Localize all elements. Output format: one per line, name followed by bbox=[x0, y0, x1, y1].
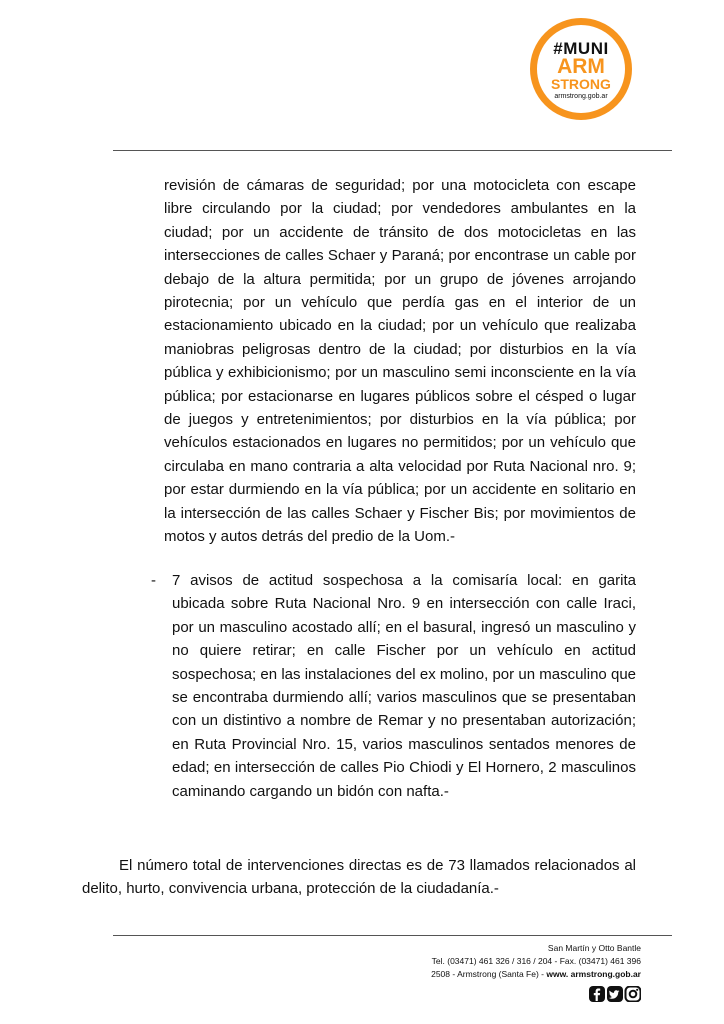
muni-armstrong-logo bbox=[530, 18, 632, 120]
list-bullet: - bbox=[151, 572, 156, 589]
body-paragraph-continuation: revisión de cámaras de seguridad; por una motocicleta con escape libre circulando por la ciudad; por vendedores ambulantes en la ciudad; por un accidente de tránsito de dos motocicletas en las intersecciones de calles Schaer y Paraná; por encontrase un cable por debajo de la altura permitida; por un grupo de jóvenes arrojando pirotecnia; por un vehículo que perdía gas en el interior de un estacionamiento ubicado en la ciudad; por un vehículo que realizaba maniobras peligrosas dentro de la ciudad; por disturbios en la vía pública y exhibicionismo; por un masculino semi inconsciente en la vía pública; por estacionarse en lugares públicos sobre el césped o lugar de juegos y entretenimientos; por disturbios en la vía pública; por vehículos estacionados en lugares no permitidos; por un vehículo que circulaba en mano contraria a alta velocidad por Ruta Nacional nro. 9; por estar durmiendo en la vía pública; por un accidente en solitario en la intersección de las calles Schaer y Fischer Bis; por movimientos de motos y autos detrás del predio de la Uom.- bbox=[164, 177, 636, 546]
footer-city: 2508 - Armstrong (Santa Fe) - bbox=[431, 969, 547, 979]
footer-website-link[interactable]: www. armstrong.gob.ar bbox=[546, 969, 641, 979]
footer-address: San Martín y Otto Bantle bbox=[547, 943, 641, 953]
footer-city-line bbox=[431, 968, 641, 981]
footer-divider bbox=[113, 935, 672, 936]
logo-line-muni: #MUNI bbox=[553, 39, 609, 58]
logo-line-strong: STRONG bbox=[551, 76, 611, 92]
instagram-icon[interactable] bbox=[626, 987, 641, 1002]
footer-phones: Tel. (03471) 461 326 / 316 / 204 - Fax. (03471) 461 396 bbox=[431, 956, 641, 966]
logo-line-arm: ARM bbox=[557, 55, 605, 78]
header-divider bbox=[113, 150, 672, 151]
list-item-suspicious-activity: 7 avisos de actitud sospechosa a la comisaría local: en garita ubicada sobre Ruta Nacional Nro. 9 en intersección con calle Iraci, por un masculino acostado allí; en el basural, ingresó un masculino y no quiere retirar; en calle Fischer por un vehículo en actitud sospechosa; en las instalaciones del ex molino, por un masculino que se encontraba durmiendo allí; varios masculinos que se presentaban con un distintivo a nombre de Remar y no presentaban autorización; en Ruta Provincial Nro. 15, varios masculinos sentados menores de edad; en intersección de calles Pio Chiodi y El Hornero, 2 masculinos caminando cargando un bidón con nafta.- bbox=[172, 572, 636, 800]
twitter-icon[interactable] bbox=[607, 986, 623, 1002]
logo-line-url: armstrong.gob.ar bbox=[554, 93, 608, 100]
social-icons bbox=[589, 986, 641, 1002]
summary-paragraph: El número total de intervenciones directas es de 73 llamados relacionados al delito, hurto, convivencia urbana, protección de la ciudadanía.- bbox=[82, 857, 636, 898]
facebook-icon[interactable] bbox=[589, 986, 605, 1002]
footer-contact bbox=[431, 942, 641, 981]
